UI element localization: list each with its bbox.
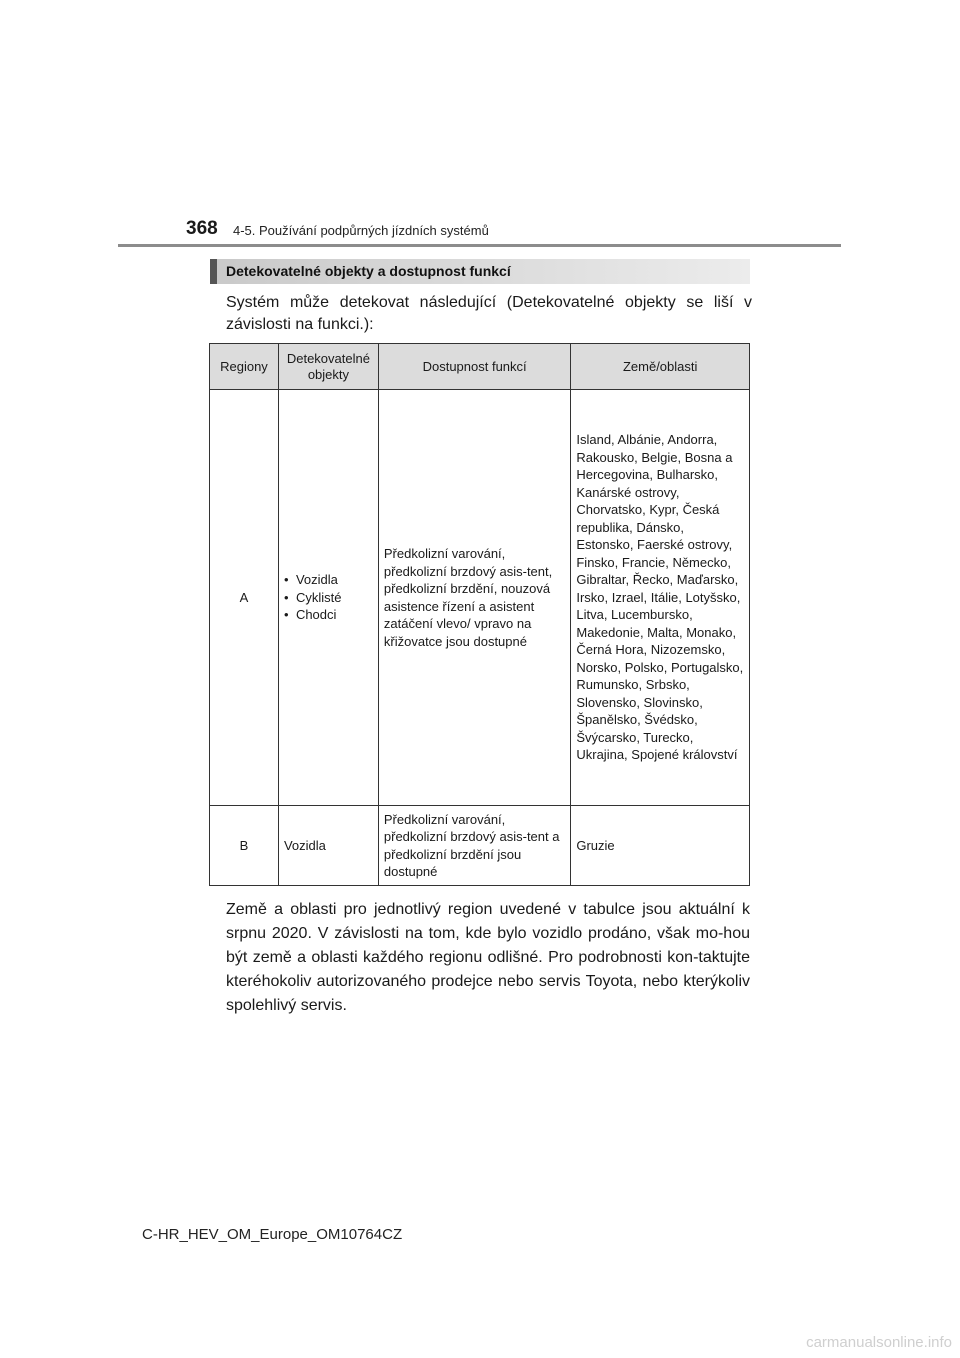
watermark: carmanualsonline.info <box>806 1334 952 1351</box>
header-objects: Detekovatelné objekty <box>278 344 378 390</box>
section-title: Detekovatelné objekty a dostupnost funkcí <box>226 263 511 279</box>
header-divider <box>118 244 841 247</box>
section-accent <box>210 259 217 284</box>
region-cell: B <box>210 806 279 886</box>
table-header-row <box>210 344 750 390</box>
countries-cell: Island, Albánie, Andorra, Rakousko, Belgie, Bosna a Hercegovina, Bulharsko, Kanárské ostrovy, Chorvatsko, Kypr, Česká republika, Dánsko, Estonsko, Faerské ostrovy, Finsko, Francie, Německo, Gibraltar, Řecko, Maďarsko, Irsko, Izrael, Itálie, Lotyšsko, Litva, Lucembursko, Makedonie, Malta, Monako, Černá Hora, Nizozemsko, Norsko, Polsko, Portugalsko, Rumunsko, Srbsko, Slovensko, Slovinsko, Španělsko, Švédsko, Švýcarsko, Turecko, Ukrajina, Spojené království <box>571 390 750 806</box>
availability-cell: Předkolizní varování, předkolizní brzdový asis-tent, předkolizní brzdění, nouzová asistence řízení a asistent zatáčení vlevo/ vpravo na křižovatce jsou dostupné <box>378 390 570 806</box>
availability-cell: Předkolizní varování, předkolizní brzdový asis-tent a předkolizní brzdění jsou dostupné <box>378 806 570 886</box>
list-item: • Chodci <box>284 606 373 624</box>
table-row <box>210 806 750 886</box>
countries-cell: Gruzie <box>571 806 750 886</box>
region-cell: A <box>210 390 279 806</box>
table-row <box>210 390 750 806</box>
list-item: • Vozidla <box>284 571 373 589</box>
section-heading-bar <box>210 259 750 284</box>
objects-list <box>284 571 373 624</box>
header-availability: Dostupnost funkcí <box>378 344 570 390</box>
objects-cell <box>278 390 378 806</box>
header-countries: Země/oblasti <box>571 344 750 390</box>
detectable-objects-table <box>209 343 750 886</box>
page-number: 368 <box>186 218 218 239</box>
list-item: • Cyklisté <box>284 589 373 607</box>
document-code: C-HR_HEV_OM_Europe_OM10764CZ <box>142 1226 403 1243</box>
header-regions: Regiony <box>210 344 279 390</box>
intro-paragraph: Systém může detekovat následující (Detekovatelné objekty se liší v závislosti na funkci.): <box>226 294 752 333</box>
objects-cell: Vozidla <box>278 806 378 886</box>
notes-paragraph: Země a oblasti pro jednotlivý region uvedené v tabulce jsou aktuální k srpnu 2020. V závislosti na tom, kde bylo vozidlo prodáno, však mo-hou být země a oblasti každého regionu odlišné. Pro podrobnosti kon-taktujte kteréhokoliv autorizovaného prodejce nebo servis Toyota, nebo kterýkoliv spolehlivý servis. <box>226 901 750 1014</box>
chapter-title: 4-5. Používání podpůrných jízdních systémů <box>233 223 489 238</box>
